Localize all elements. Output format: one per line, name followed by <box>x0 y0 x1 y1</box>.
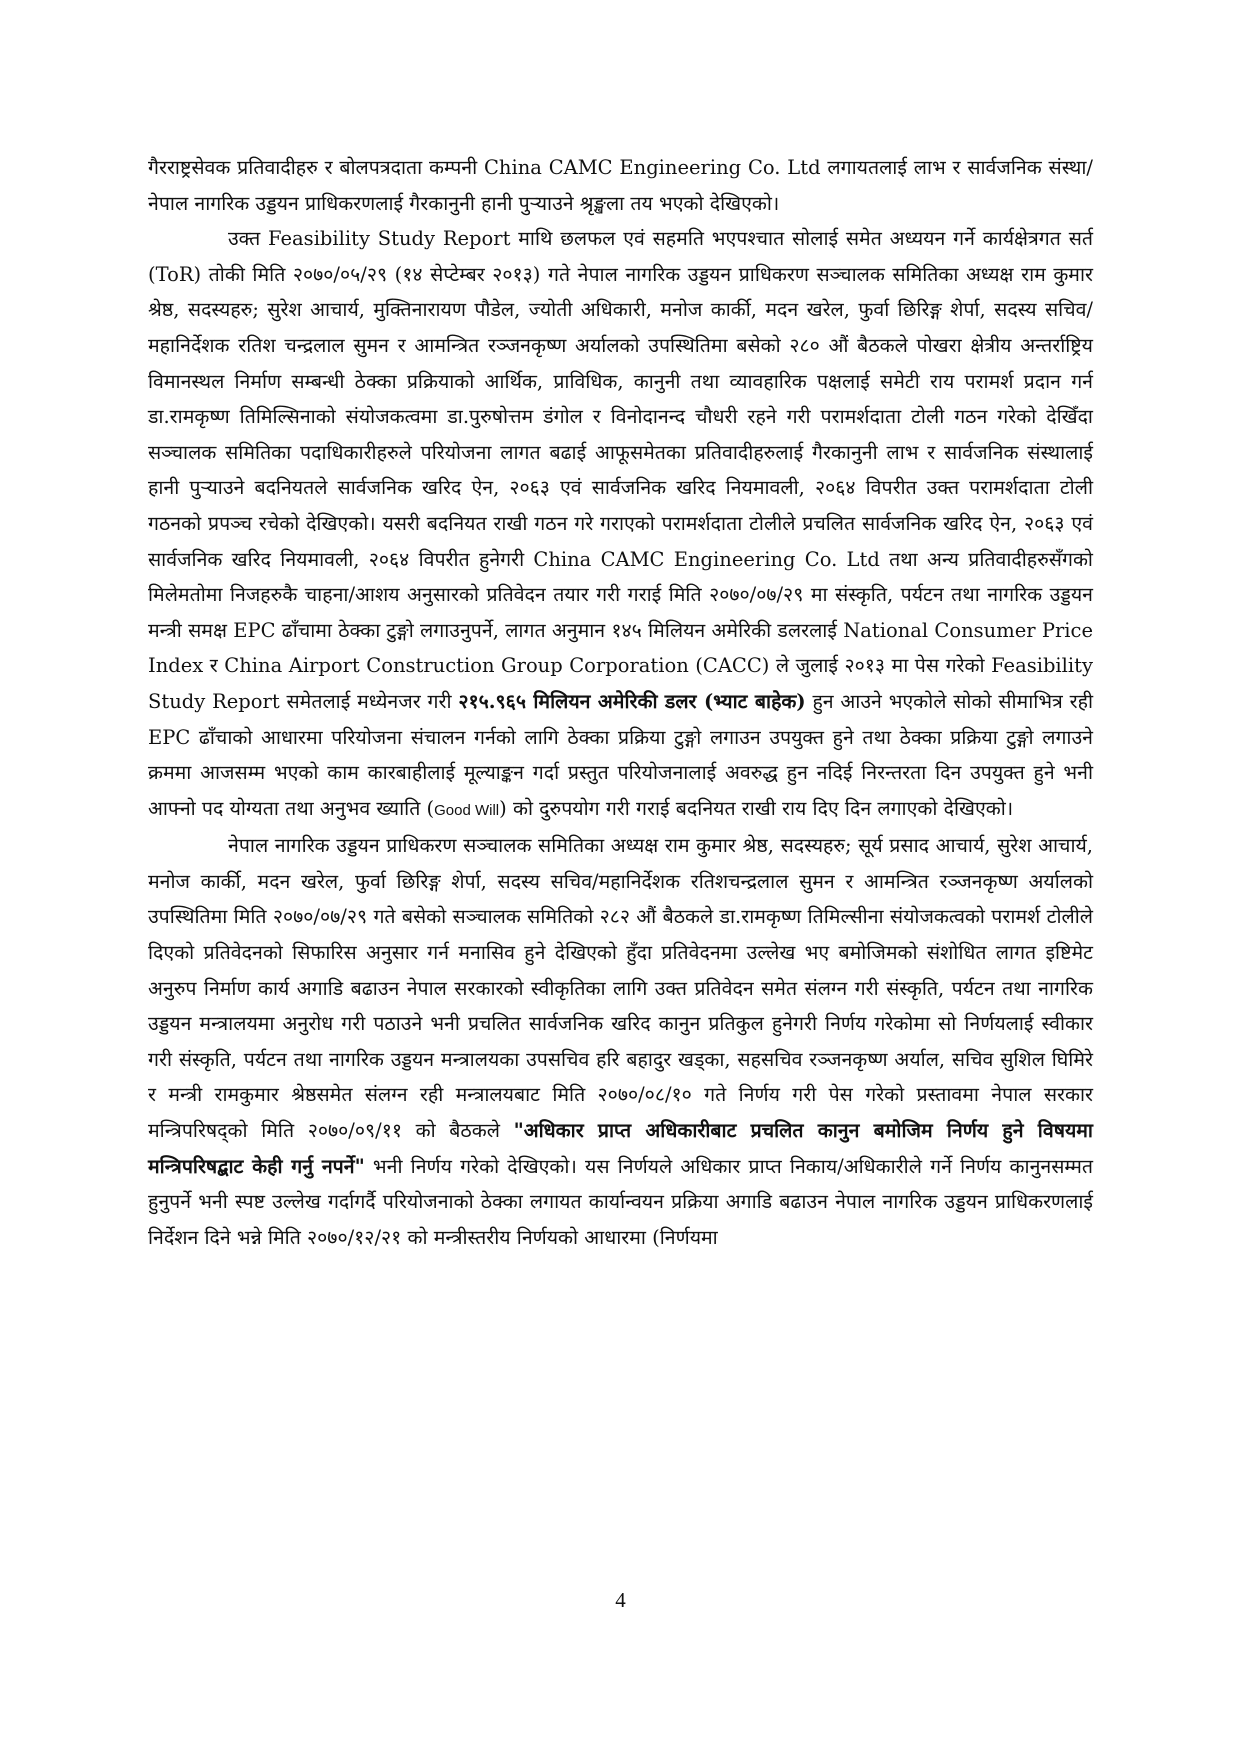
paragraph-2 <box>148 221 1093 828</box>
paragraph-3-text-a: नेपाल नागरिक उड्डयन प्राधिकरण सञ्चालक समितिका अध्यक्ष राम कुमार श्रेष्ठ, सदस्यहरु; सूर्य प्रसाद आचार्य, सुरेश आचार्य, मनोज कार्की, मदन खरेल, फुर्वा छिरिङ्ग शेर्पा, सदस्य सचिव/महानिर्देशक रतिशचन्द्रलाल सुमन र आमन्त्रित रञ्जनकृष्ण अर्यालको उपस्थितिमा मिति २०७०/०७/२९ गते बसेको सञ्चालक समितिको २८२ औं बैठकले डा.रामकृष्ण तिमिल्सीना संयोजकत्वको परामर्श टोलीले दिएको प्रतिवेदनको सिफारिस अनुसार गर्न मनासिव हुने देखिएको हुँदा प्रतिवेदनमा उल्लेख भए बमोजिमको संशोधित लागत इष्टिमेट अनुरुप निर्माण कार्य अगाडि बढाउन नेपाल सरकारको स्वीकृतिका लागि उक्त प्रतिवेदन समेत संलग्न गरी संस्कृति, पर्यटन तथा नागरिक उड्डयन मन्त्रालयमा अनुरोध गरी पठाउने भनी प्रचलित सार्वजनिक खरिद कानुन प्रतिकुल हुनेगरी निर्णय गरेकोमा सो निर्णयलाई स्वीकार गरी संस्कृति, पर्यटन तथा नागरिक उड्डयन मन्त्रालयका उपसचिव हरि बहादुर खड्का, सहसचिव रञ्जनकृष्ण अर्याल, सचिव सुशिल घिमिरे र मन्त्री रामकुमार श्रेष्ठसमेत संलग्न रही मन्त्रालयबाट मिति २०७०/०८/१० गते निर्णय गरी पेस गरेको प्रस्तावमा नेपाल सरकार मन्त्रिपरिषद्को मिति २०७०/०९/११ को बैठकले <box>148 834 1093 1143</box>
paragraph-1 <box>148 150 1093 221</box>
paragraph-3 <box>148 828 1093 1255</box>
paragraph-2-text-a: उक्त Feasibility Study Report माथि छलफल एवं सहमति भएपश्चात सोलाई समेत अध्ययन गर्ने कार्यक्षेत्रगत सर्त (ToR) तोकी मिति २०७०/०५/२९ (१४ सेप्टेम्बर २०१३) गते नेपाल नागरिक उड्डयन प्राधिकरण सञ्चालक समितिका अध्यक्ष राम कुमार श्रेष्ठ, सदस्यहरु; सुरेश आचार्य, मुक्तिनारायण पौडेल, ज्योती अधिकारी, मनोज कार्की, मदन खरेल, फुर्वा छिरिङ्ग शेर्पा, सदस्य सचिव/महानिर्देशक रतिश चन्द्रलाल सुमन र आमन्त्रित रञ्जनकृष्ण अर्यालको उपस्थितिमा बसेको २८० औं बैठकले पोखरा क्षेत्रीय अन्तर्राष्ट्रिय विमानस्थल निर्माण सम्बन्धी ठेक्का प्रक्रियाको आर्थिक, प्राविधिक, कानुनी तथा व्यावहारिक पक्षलाई समेटी राय परामर्श प्रदान गर्न डा.रामकृष्ण तिमिल्सिनाको संयोजकत्वमा डा.पुरुषोत्तम डंगोल र विनोदानन्द चौधरी रहने गरी परामर्शदाता टोली गठन गरेको देखिँदा सञ्चालक समितिका पदाधिकारीहरुले परियोजना लागत बढाई आफूसमेतका प्रतिवादीहरुलाई गैरकानुनी लाभ र सार्वजनिक संस्थालाई हानी पुऱ्याउने बदनियतले सार्वजनिक खरिद ऐन, २०६३ एवं सार्वजनिक खरिद नियमावली, २०६४ विपरीत उक्त परामर्शदाता टोली गठनको प्रपञ्च रचेको देखिएको। यसरी बदनियत राखी गठन गरे गराएको परामर्शदाता टोलीले प्रचलित सार्वजनिक खरिद ऐन, २०६३ एवं सार्वजनिक खरिद नियमावली, २०६४ विपरीत हुनेगरी China CAMC Engineering Co. Ltd तथा अन्य प्रतिवादीहरुसँगको मिलेमतोमा निजहरुकै चाहना/आशय अनुसारको प्रतिवेदन तयार गरी गराई मिति २०७०/०७/२९ मा संस्कृति, पर्यटन तथा नागरिक उड्डयन मन्त्री समक्ष EPC ढाँचामा ठेक्का टुङ्गो लगाउनुपर्ने, लागत अनुमान १४५ मिलियन अमेरिकी डलरलाई National Consumer Price Index र China Airport Construction Group Corporation (CACC) ले जुलाई २०१३ मा पेस गरेको Feasibility Study Report समेतलाई मध्येनजर गरी <box>148 227 1093 713</box>
paragraph-3-text-b: भनी निर्णय गरेको देखिएको। यस निर्णयले अधिकार प्राप्त निकाय/अधिकारीले गर्ने निर्णय कानुनसम्मत हुनुपर्ने भनी स्पष्ट उल्लेख गर्दागर्दै परियोजनाको ठेक्का लगायत कार्यान्वयन प्रक्रिया अगाडि बढाउन नेपाल नागरिक उड्डयन प्राधिकरणलाई निर्देशन दिने भन्ने मिति २०७०/१२/२१ को मन्त्रीस्तरीय निर्णयको आधारमा (निर्णयमा <box>148 1154 1093 1249</box>
paragraph-2-goodwill: Good Will <box>434 801 500 819</box>
document-body <box>148 150 1093 1255</box>
paragraph-1-text: गैरराष्ट्रसेवक प्रतिवादीहरु र बोलपत्रदाता कम्पनी China CAMC Engineering Co. Ltd लगायतलाई लाभ र सार्वजनिक संस्था/नेपाल नागरिक उड्डयन प्राधिकरणलाई गैरकानुनी हानी पुऱ्याउने श्रृङ्खला तय भएको देखिएको। <box>148 156 1093 215</box>
paragraph-2-bold-amount: २१५.९६५ मिलियन अमेरिकी डलर (भ्याट बाहेक) <box>458 689 806 713</box>
paragraph-2-text-c: ) को दुरुपयोग गरी गराई बदनियत राखी राय दिए दिन लगाएको देखिएको। <box>499 796 1014 820</box>
paragraph-3-bold-quote: "अधिकार प्राप्त अधिकारीबाट प्रचलित कानुन बमोजिम निर्णय हुने विषयमा मन्त्रिपरिषद्बाट केही गर्नु नपर्ने" <box>148 1119 1093 1178</box>
page-number: 4 <box>615 1588 626 1612</box>
paragraph-2-text-b: हुन आउने भएकोले सोको सीमाभित्र रही EPC ढाँचाको आधारमा परियोजना संचालन गर्नको लागि ठेक्का प्रक्रिया टुङ्गो लगाउन उपयुक्त हुने तथा ठेक्का प्रक्रिया टुङ्गो लगाउने क्रममा आजसम्म भएको काम कारबाहीलाई मूल्याङ्कन गर्दा प्रस्तुत परियोजनालाई अवरुद्ध हुन नदिई निरन्तरता दिन उपयुक्त हुने भनी आफ्नो पद योग्यता तथा अनुभव ख्याति ( <box>148 689 1093 820</box>
